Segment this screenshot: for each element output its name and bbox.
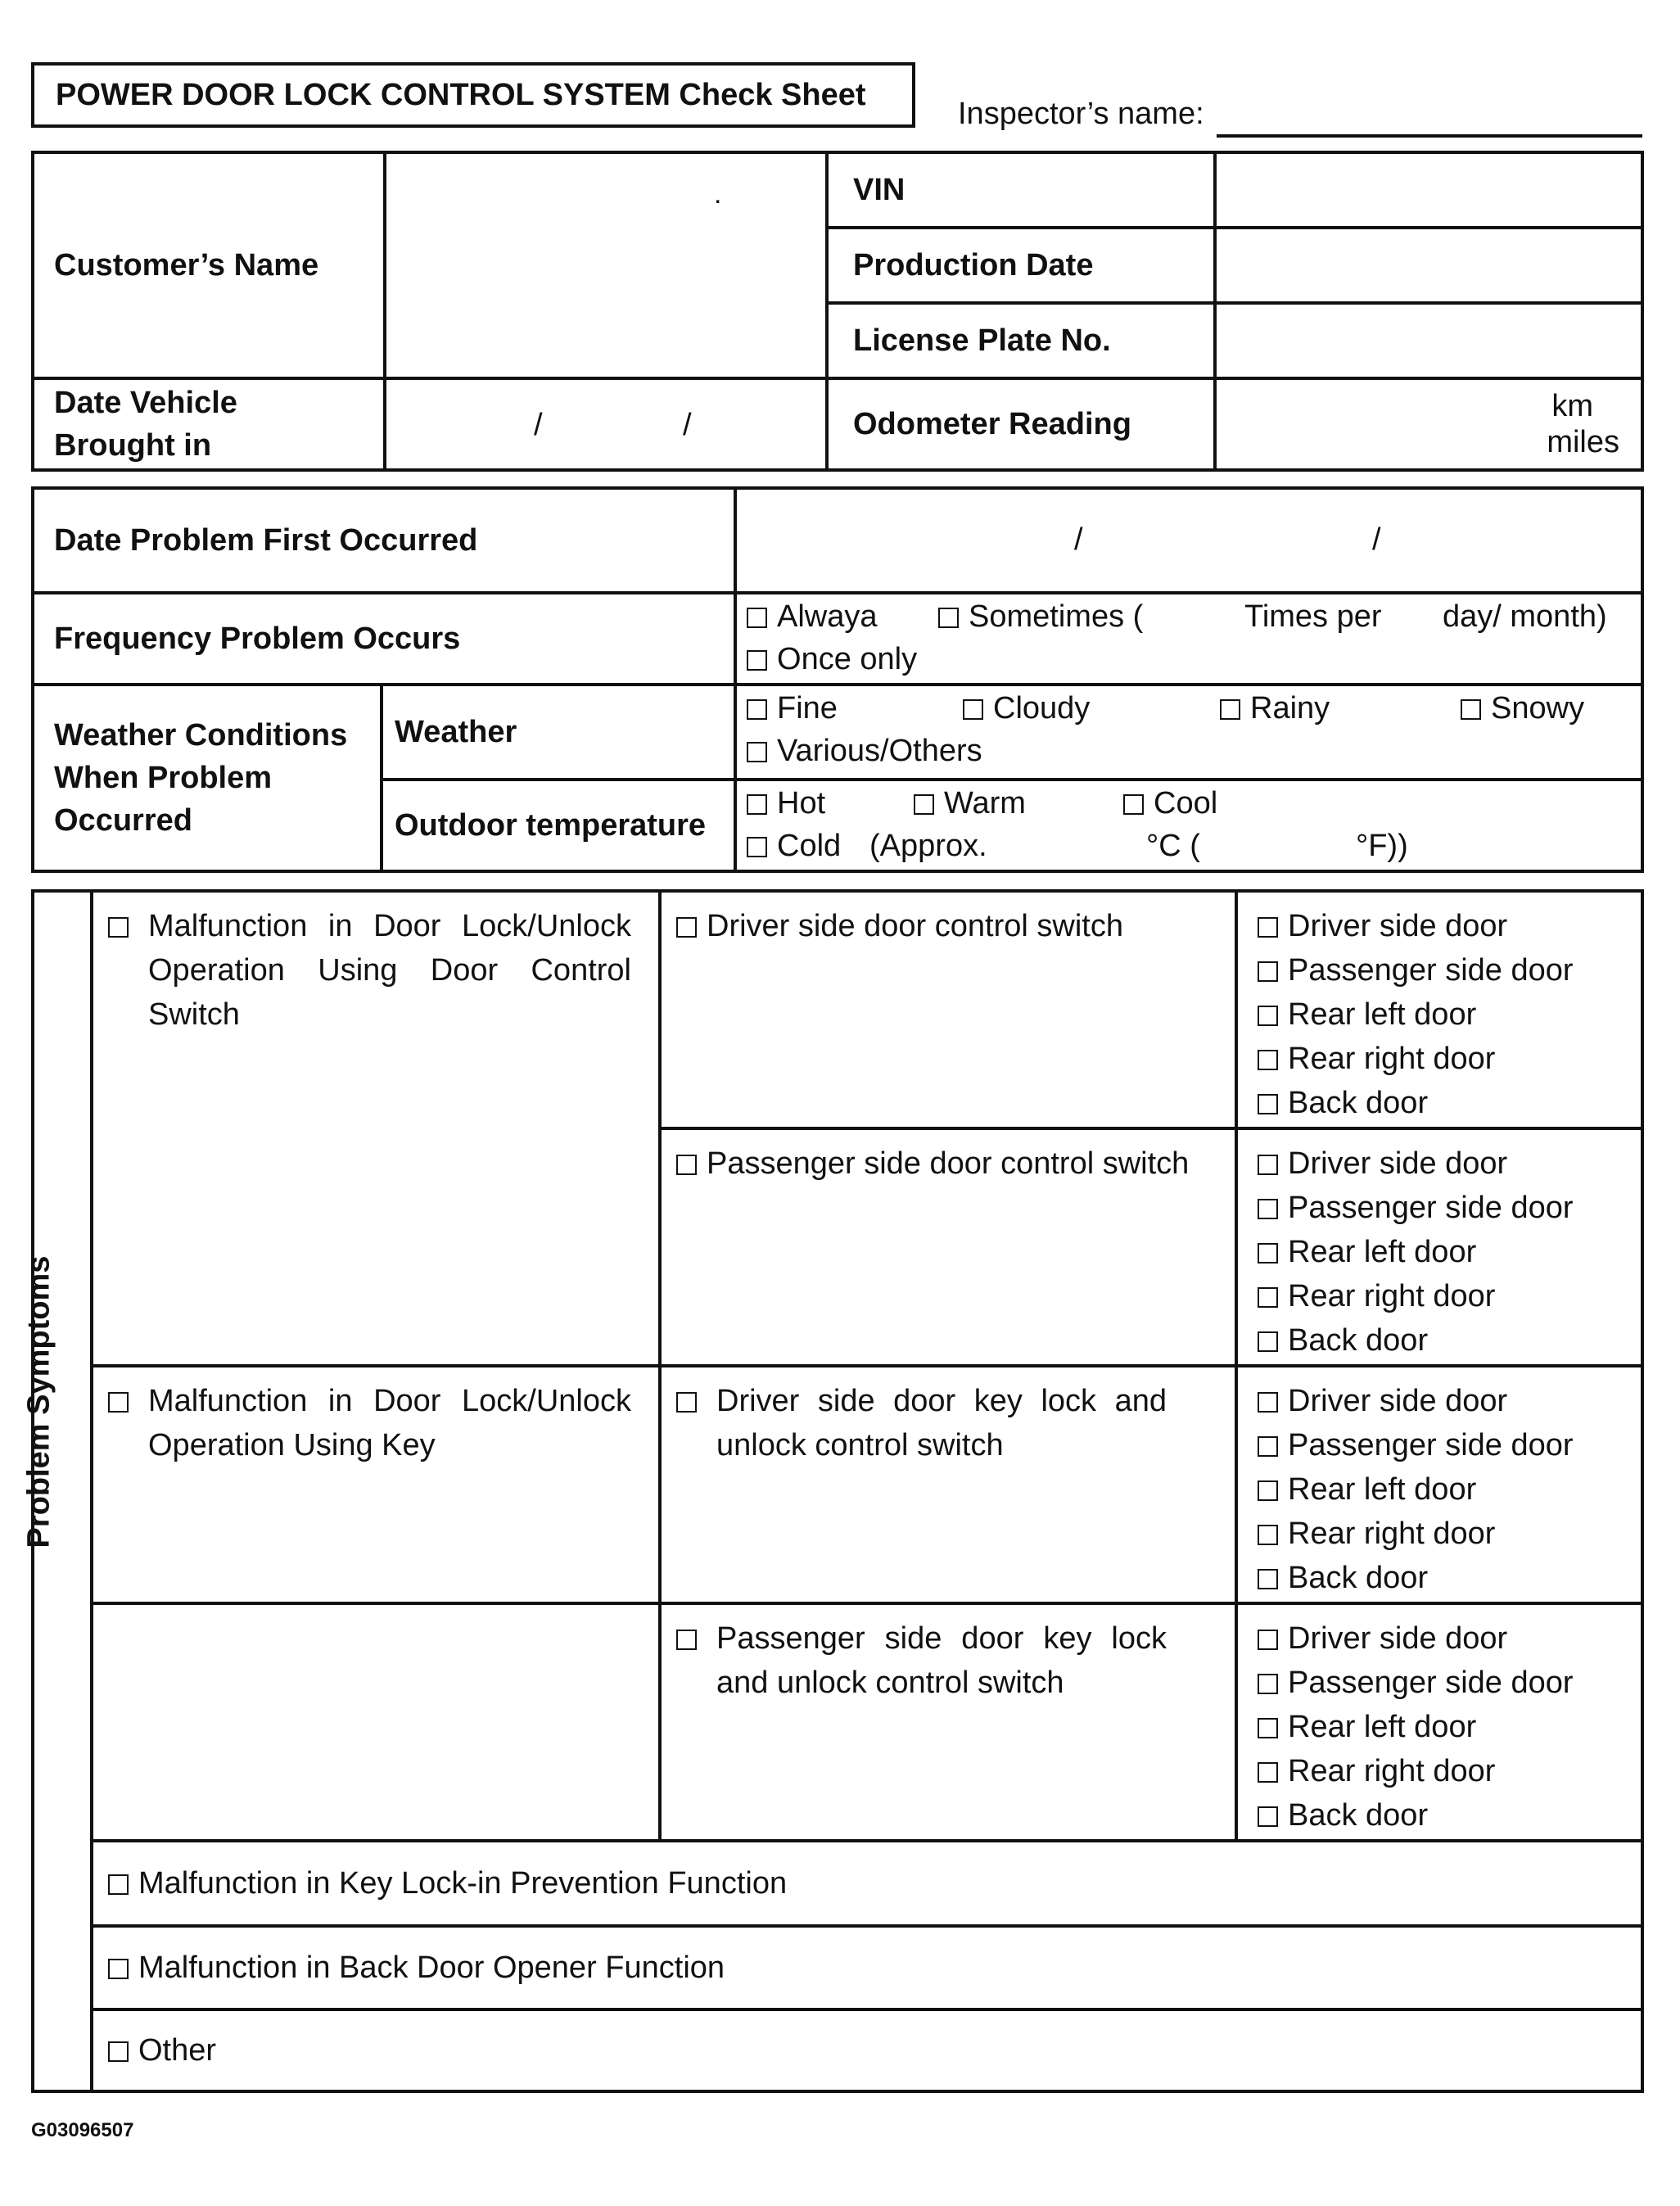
- door-checkbox[interactable]: [1258, 1094, 1278, 1114]
- date-brought-line1: Date Vehicle: [54, 386, 237, 420]
- license-plate-field[interactable]: [1215, 303, 1642, 378]
- passenger-key-switch-text: Passenger side door key lock and unlock control switch: [716, 1621, 1167, 1700]
- sheet-title: POWER DOOR LOCK CONTROL SYSTEM Check Sheet: [31, 62, 915, 128]
- passenger-switch-cell: [660, 1128, 1236, 1366]
- production-date-field[interactable]: [1215, 228, 1642, 303]
- temp-cool-checkbox[interactable]: [1123, 794, 1144, 815]
- problem-symptoms-table: [31, 889, 1644, 2093]
- back-door-opener-row: [92, 1926, 1642, 2009]
- odometer-field[interactable]: [1215, 378, 1642, 470]
- door-checkbox[interactable]: [1258, 1480, 1278, 1501]
- weather-fine-checkbox[interactable]: [747, 699, 767, 720]
- door-checkbox[interactable]: [1258, 1287, 1278, 1308]
- door-option[interactable]: Driver side door: [1258, 1379, 1641, 1423]
- temp-cold-checkbox[interactable]: [747, 837, 767, 857]
- malfunction-switch-checkbox[interactable]: [108, 917, 129, 938]
- problem-symptoms-label: Problem Symptoms: [21, 1255, 56, 1548]
- driver-switch-option[interactable]: Driver side door control switch: [676, 904, 1220, 948]
- weather-snowy-option[interactable]: Snowy: [1461, 686, 1584, 730]
- door-option[interactable]: Passenger side door: [1258, 1186, 1641, 1230]
- door-checkbox[interactable]: [1258, 1243, 1278, 1263]
- customer-name-label: Customer’s Name: [33, 152, 385, 378]
- conditions-table: [31, 486, 1644, 873]
- empty-symptom-cell: [92, 1603, 660, 1841]
- door-option[interactable]: Passenger side door: [1258, 1423, 1641, 1467]
- door-option[interactable]: Driver side door: [1258, 904, 1641, 948]
- door-checkbox[interactable]: [1258, 1006, 1278, 1026]
- door-option[interactable]: Rear left door: [1258, 1467, 1641, 1512]
- door-option[interactable]: Rear right door: [1258, 1512, 1641, 1556]
- door-checkbox[interactable]: [1258, 1674, 1278, 1694]
- temp-cold-option[interactable]: Cold: [747, 824, 841, 868]
- first-date-slash-1: /: [1074, 522, 1083, 557]
- door-checkbox[interactable]: [1258, 1436, 1278, 1457]
- malfunction-key-text: Malfunction in Door Lock/Unlock Operation Using Key: [148, 1384, 631, 1462]
- vin-field[interactable]: [1215, 152, 1642, 228]
- temp-warm-option[interactable]: Warm: [914, 781, 1026, 825]
- door-checkbox[interactable]: [1258, 1155, 1278, 1175]
- license-plate-label: License Plate No.: [827, 303, 1215, 378]
- date-slash-1: /: [534, 408, 543, 442]
- door-checkbox[interactable]: [1258, 1718, 1278, 1738]
- freq-sometimes-checkbox[interactable]: [938, 608, 959, 628]
- door-checkbox[interactable]: [1258, 1525, 1278, 1545]
- temp-options: [735, 780, 1642, 871]
- other-checkbox[interactable]: [108, 2041, 129, 2062]
- date-brought-label: [33, 378, 385, 470]
- door-checkbox[interactable]: [1258, 1569, 1278, 1589]
- temp-hot-checkbox[interactable]: [747, 794, 767, 815]
- door-option[interactable]: Rear left door: [1258, 992, 1641, 1037]
- odometer-label: Odometer Reading: [827, 378, 1215, 470]
- date-brought-line2: Brought in: [54, 428, 212, 463]
- date-first-occurred-field[interactable]: [735, 488, 1642, 593]
- malfunction-key-cell: [92, 1366, 660, 1603]
- door-option[interactable]: Rear right door: [1258, 1037, 1641, 1081]
- freq-once-option[interactable]: Once only: [747, 637, 917, 681]
- doors-list-2: [1236, 1128, 1642, 1366]
- malfunction-switch-text: Malfunction in Door Lock/Unlock Operation Using Door Control Switch: [148, 909, 631, 1032]
- freq-day-month: day/ month): [1443, 599, 1607, 634]
- door-checkbox[interactable]: [1258, 1630, 1278, 1650]
- freq-always-option[interactable]: Alwaya: [747, 594, 878, 639]
- customer-name-mark: .: [714, 179, 722, 210]
- weather-cloudy-option[interactable]: Cloudy: [963, 686, 1090, 730]
- weather-label: Weather: [382, 685, 735, 780]
- date-slash-2: /: [683, 408, 692, 442]
- door-option[interactable]: Back door: [1258, 1793, 1641, 1838]
- customer-name-field[interactable]: [385, 152, 827, 378]
- freq-times-per: Times per: [1244, 599, 1382, 634]
- weather-group-line3: Occurred: [54, 803, 192, 838]
- back-door-opener-option[interactable]: Malfunction in Back Door Opener Function: [108, 1946, 1641, 1990]
- date-brought-field[interactable]: [385, 378, 827, 470]
- door-checkbox[interactable]: [1258, 1331, 1278, 1352]
- outdoor-temp-label: Outdoor temperature: [382, 780, 735, 871]
- unit-miles: miles: [1547, 425, 1619, 459]
- weather-various-option[interactable]: Various/Others: [747, 729, 982, 773]
- driver-switch-checkbox[interactable]: [676, 917, 697, 938]
- first-date-slash-2: /: [1372, 522, 1381, 557]
- unit-km: km: [1551, 389, 1593, 423]
- key-lockin-row: [92, 1841, 1642, 1926]
- freq-sometimes-option[interactable]: Sometimes (: [938, 594, 1143, 639]
- temp-celsius: °C (: [1146, 829, 1200, 863]
- driver-key-switch-text: Driver side door key lock and unlock control switch: [716, 1384, 1167, 1462]
- frequency-options: [735, 593, 1642, 685]
- back-door-opener-checkbox[interactable]: [108, 1959, 129, 1979]
- driver-key-switch-cell: [660, 1366, 1236, 1603]
- door-option[interactable]: Back door: [1258, 1081, 1641, 1125]
- production-date-label: Production Date: [827, 228, 1215, 303]
- freq-always-checkbox[interactable]: [747, 608, 767, 628]
- figure-code: G03096507: [31, 2119, 134, 2141]
- weather-conditions-label: [33, 685, 382, 871]
- temp-hot-option[interactable]: Hot: [747, 781, 825, 825]
- frequency-label: Frequency Problem Occurs: [33, 593, 735, 685]
- weather-rainy-option[interactable]: Rainy: [1220, 686, 1330, 730]
- key-lockin-checkbox[interactable]: [108, 1874, 129, 1895]
- door-option[interactable]: Passenger side door: [1258, 1661, 1641, 1705]
- doors-list-4: [1236, 1603, 1642, 1841]
- door-option[interactable]: Rear right door: [1258, 1274, 1641, 1318]
- malfunction-key-checkbox[interactable]: [108, 1392, 129, 1413]
- doors-list-3: [1236, 1366, 1642, 1603]
- key-lockin-option[interactable]: Malfunction in Key Lock-in Prevention Function: [108, 1861, 1641, 1905]
- door-option[interactable]: Rear left door: [1258, 1230, 1641, 1274]
- date-first-occurred-label: Date Problem First Occurred: [33, 488, 735, 593]
- weather-snowy-checkbox[interactable]: [1461, 699, 1481, 720]
- weather-cloudy-checkbox[interactable]: [963, 699, 983, 720]
- door-checkbox[interactable]: [1258, 1806, 1278, 1827]
- door-option[interactable]: Driver side door: [1258, 1616, 1641, 1661]
- temp-warm-checkbox[interactable]: [914, 794, 934, 815]
- door-checkbox[interactable]: [1258, 1050, 1278, 1070]
- door-checkbox[interactable]: [1258, 961, 1278, 982]
- temp-approx: (Approx.: [869, 829, 987, 863]
- door-checkbox[interactable]: [1258, 917, 1278, 938]
- weather-group-line1: Weather Conditions: [54, 718, 348, 753]
- weather-options: [735, 685, 1642, 780]
- inspector-name-field[interactable]: [1217, 134, 1642, 138]
- other-row: [92, 2009, 1642, 2091]
- doors-list-1: [1236, 891, 1642, 1128]
- passenger-key-switch-cell: [660, 1603, 1236, 1841]
- freq-once-checkbox[interactable]: [747, 650, 767, 671]
- weather-various-checkbox[interactable]: [747, 742, 767, 762]
- door-option[interactable]: Passenger side door: [1258, 948, 1641, 992]
- door-option[interactable]: Back door: [1258, 1556, 1641, 1600]
- vehicle-info-table: [31, 151, 1644, 472]
- door-option[interactable]: Driver side door: [1258, 1141, 1641, 1186]
- passenger-key-switch-checkbox[interactable]: [676, 1630, 697, 1650]
- driver-switch-cell: [660, 891, 1236, 1128]
- door-checkbox[interactable]: [1258, 1392, 1278, 1413]
- other-option[interactable]: Other: [108, 2028, 1641, 2073]
- weather-group-line2: When Problem: [54, 761, 273, 795]
- weather-fine-option[interactable]: Fine: [747, 686, 838, 730]
- temp-cool-option[interactable]: Cool: [1123, 781, 1217, 825]
- passenger-switch-checkbox[interactable]: [676, 1155, 697, 1175]
- door-option[interactable]: Back door: [1258, 1318, 1641, 1363]
- door-checkbox[interactable]: [1258, 1762, 1278, 1783]
- inspector-name-label: Inspector’s name:: [958, 97, 1204, 131]
- malfunction-switch-cell: [92, 891, 660, 1366]
- door-checkbox[interactable]: [1258, 1199, 1278, 1219]
- vin-label: VIN: [827, 152, 1215, 228]
- temp-fahrenheit: °F)): [1356, 829, 1408, 863]
- door-option[interactable]: Rear right door: [1258, 1749, 1641, 1793]
- driver-key-switch-checkbox[interactable]: [676, 1392, 697, 1413]
- door-option[interactable]: Rear left door: [1258, 1705, 1641, 1749]
- passenger-switch-option[interactable]: Passenger side door control switch: [676, 1141, 1220, 1186]
- weather-rainy-checkbox[interactable]: [1220, 699, 1240, 720]
